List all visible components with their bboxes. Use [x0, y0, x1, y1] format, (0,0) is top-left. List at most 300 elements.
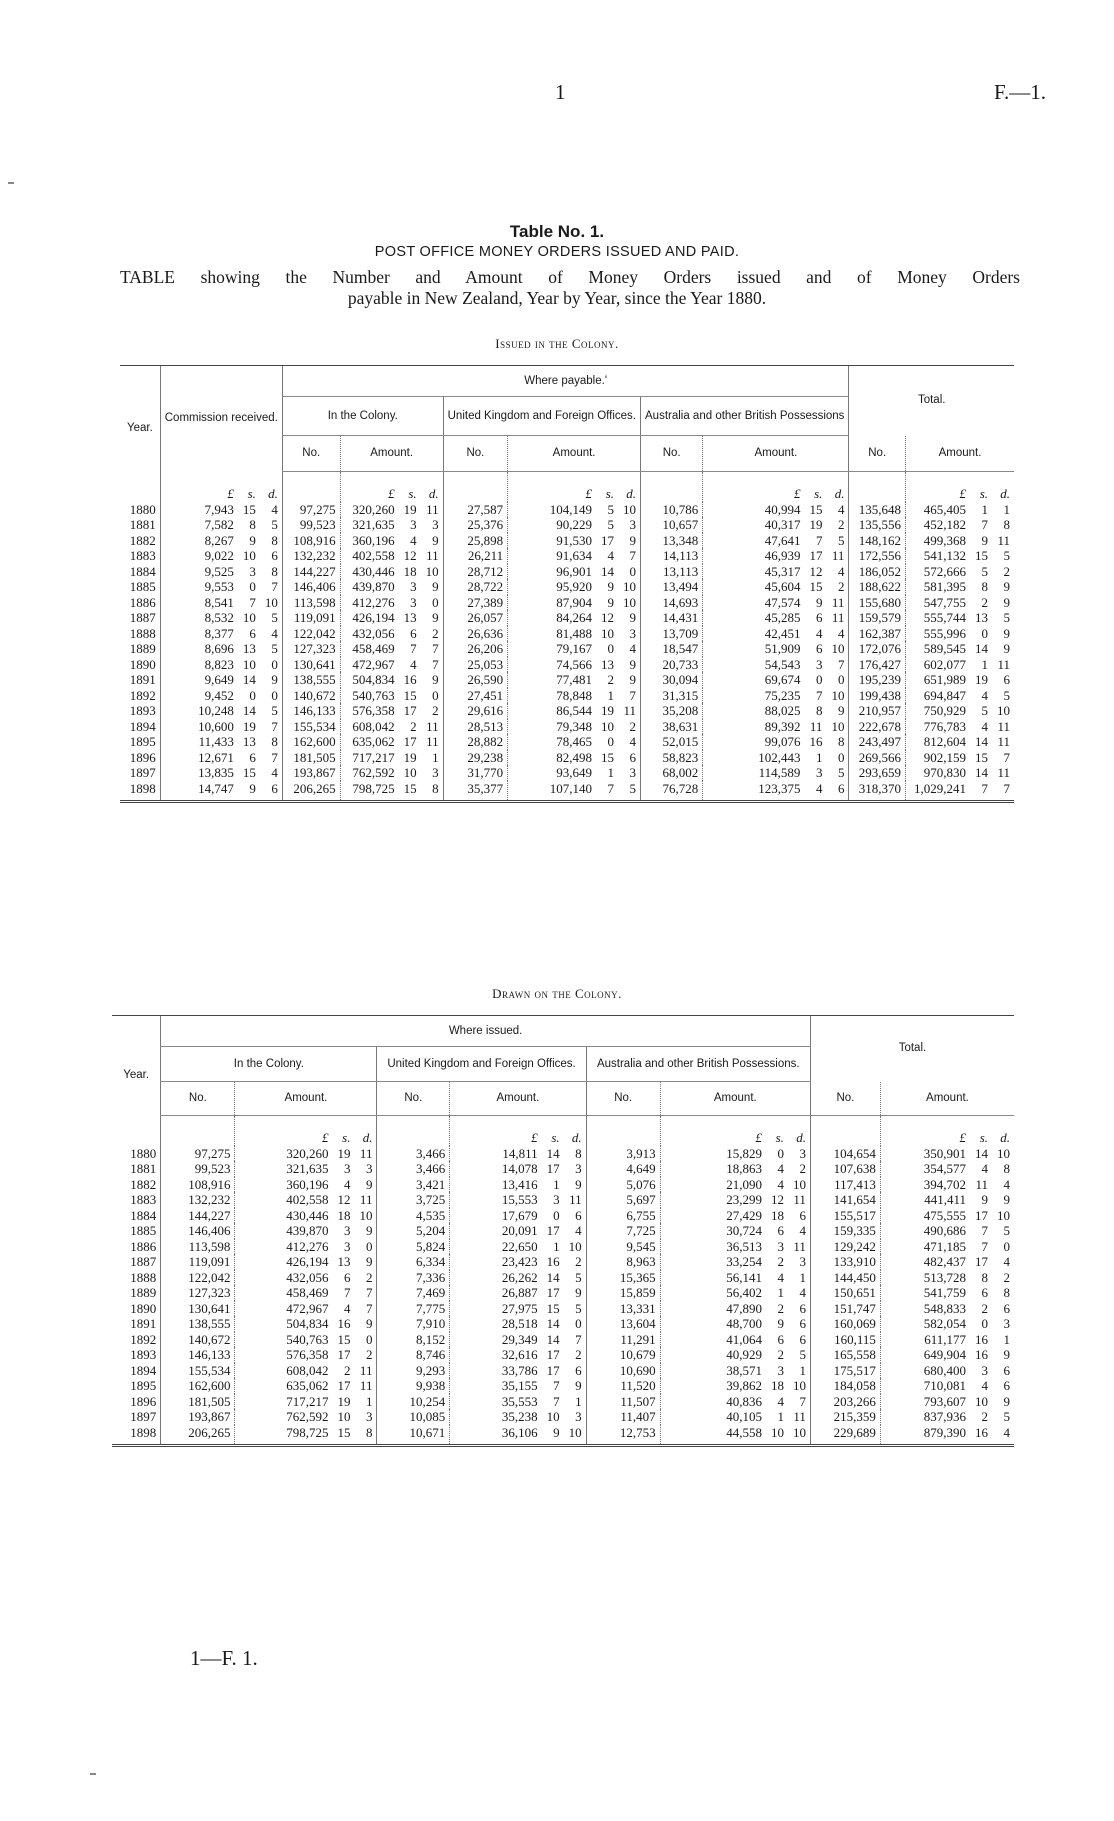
- aus-amount-cell-pence: 4: [799, 1223, 806, 1238]
- uk-amount-cell: [450, 1223, 586, 1239]
- col-amount-cell-pence: 3: [432, 765, 439, 780]
- col-amount-cell-shillings: 3: [343, 1223, 351, 1238]
- tot-amount-cell: [880, 1192, 1014, 1208]
- col-amount-cell-shillings: 3: [343, 1161, 351, 1176]
- commission-cell: [160, 595, 282, 611]
- aus-amount-cell-pounds: 36,513: [726, 1238, 762, 1254]
- col-amount-cell-pounds: 540,763: [352, 687, 395, 703]
- aus-no-cell: 5,697: [586, 1192, 660, 1208]
- uk-amount-cell-shillings: 14: [601, 563, 614, 579]
- tot-no-cell: 222,678: [849, 719, 906, 735]
- col-amount-cell-pounds: 798,725: [352, 780, 395, 796]
- uk-amount-cell-pounds: 26,887: [501, 1285, 538, 1300]
- table-row: [120, 719, 1014, 735]
- tot-amount-cell-pence: 11: [997, 718, 1010, 734]
- uk-amount-cell-pounds: 14,811: [502, 1145, 538, 1161]
- col-amount-cell-pence: 11: [359, 1362, 373, 1378]
- col-amount-cell-pounds: 576,358: [352, 703, 395, 718]
- aus-no-cell: 68,002: [641, 765, 703, 781]
- col-amount-cell: [340, 595, 443, 611]
- col-amount-cell-pounds: 762,592: [286, 1409, 329, 1424]
- unit-label: £: [959, 486, 966, 501]
- uk-amount-cell: [508, 517, 641, 533]
- uk-amount-cell-pence: 9: [629, 610, 636, 625]
- unit-label: s.: [775, 1130, 784, 1145]
- table-row: [120, 657, 1014, 673]
- aus-amount-cell-pence: 11: [793, 1192, 806, 1207]
- uk-no-cell: 26,057: [443, 610, 508, 626]
- uk-amount-cell: [508, 548, 641, 564]
- uk-no-cell: 3,725: [377, 1192, 450, 1208]
- table-row: [112, 1270, 1014, 1286]
- year-cell: 1881: [129, 517, 156, 532]
- col-amount-cell-pounds: 717,217: [352, 749, 395, 765]
- col-no-cell: 146,406: [161, 1223, 235, 1239]
- tot-amount-cell-shillings: 9: [981, 1192, 988, 1207]
- aus-no-cell: 11,407: [586, 1409, 660, 1425]
- commission-cell-pence: 7: [271, 718, 278, 734]
- tot-amount-cell-pounds: 350,901: [923, 1145, 966, 1161]
- aus-amount-cell-pounds: 38,571: [726, 1362, 762, 1378]
- commission-cell: [160, 657, 282, 673]
- uk-no-cell: 25,898: [443, 533, 508, 549]
- tot-amount-cell-pence: 5: [1003, 1409, 1010, 1424]
- col-amount-cell: [235, 1425, 377, 1446]
- tot-amount-cell-shillings: 10: [975, 1393, 988, 1409]
- tot-amount-cell-shillings: 5: [981, 563, 988, 579]
- aus-no-cell: 15,365: [586, 1270, 660, 1286]
- commission-cell: [160, 750, 282, 766]
- uk-amount-cell-pence: 3: [629, 517, 636, 532]
- commission-cell-shillings: 14: [242, 672, 256, 687]
- unit-label: £: [755, 1130, 762, 1145]
- col-amount-cell-pounds: 412,276: [352, 594, 395, 610]
- year-cell: 1881: [130, 1161, 157, 1176]
- col-no-cell: 162,600: [161, 1378, 235, 1394]
- uk-amount-cell-pence: 3: [575, 1161, 582, 1176]
- aus-no-cell: 14,113: [641, 548, 703, 564]
- uk-amount-cell: [450, 1208, 586, 1224]
- tot-amount-cell-shillings: 16: [975, 1331, 988, 1347]
- uk-amount-cell-shillings: 14: [546, 1145, 560, 1161]
- commission-cell-shillings: 14: [242, 703, 256, 718]
- tot-amount-cell-pence: 9: [1003, 1347, 1010, 1362]
- uk-no-cell: 7,910: [377, 1316, 450, 1332]
- tot-no-cell: 150,651: [810, 1285, 880, 1301]
- tot-amount-cell-pence: 5: [1003, 687, 1010, 703]
- uk-amount-cell-pounds: 91,530: [556, 532, 592, 548]
- uk-amount-cell: [508, 781, 641, 802]
- aus-header: Australia and other British Possessions: [641, 397, 849, 436]
- unit-label: £: [227, 485, 234, 501]
- uk-no-cell: 28,712: [443, 564, 508, 580]
- uk-no-cell: 26,636: [443, 626, 508, 642]
- tot-amount-cell-pounds: 902,159: [923, 749, 966, 765]
- tot-amount-cell-shillings: 15: [975, 548, 988, 563]
- uk-amount-cell-pence: 6: [575, 1207, 582, 1223]
- aus-amount-cell: [703, 657, 849, 673]
- year-cell: 1898: [120, 781, 160, 802]
- aus-amount-cell: [703, 626, 849, 642]
- aus-amount-cell: [660, 1394, 810, 1410]
- col-no-cell: 138,555: [161, 1316, 235, 1332]
- uk-amount-cell-pounds: 23,423: [501, 1254, 538, 1269]
- uk-amount-cell-shillings: 1: [607, 687, 614, 703]
- tot-amount-cell-pounds: 394,702: [923, 1176, 966, 1192]
- commission-cell-pounds: 11,433: [198, 734, 234, 749]
- col-amount-cell-pence: 9: [432, 610, 439, 625]
- aus-amount-cell-shillings: 2: [777, 1347, 784, 1362]
- tot-amount-cell: [880, 1332, 1014, 1348]
- uk-amount-cell-pounds: 20,091: [501, 1223, 538, 1238]
- tot-amount-cell-pounds: 465,405: [923, 501, 966, 517]
- table-row: [120, 626, 1014, 642]
- aus-amount-cell-shillings: 4: [815, 780, 823, 796]
- col-no-cell: 146,406: [282, 579, 340, 595]
- commission-cell-shillings: 15: [242, 501, 256, 517]
- footer-signature: 1—F. 1.: [190, 1646, 258, 1670]
- unit-label: s.: [408, 486, 417, 501]
- year-cell: 1892: [129, 687, 156, 703]
- tot-amount-cell-shillings: 9: [981, 532, 988, 548]
- uk-amount-cell-pence: 9: [629, 672, 636, 687]
- uk-no-cell: 27,587: [443, 502, 508, 518]
- uk-amount-cell: [508, 765, 641, 781]
- tot-amount-cell-pence: 8: [1003, 517, 1010, 532]
- commission-cell-shillings: 10: [242, 656, 256, 672]
- commission-cell-shillings: 13: [242, 641, 256, 656]
- commission-units: [160, 472, 282, 502]
- unit-label: £: [531, 1130, 538, 1145]
- drawn-section-title: Drawn on the Colony.: [492, 986, 622, 1001]
- col-no-cell: 130,641: [282, 657, 340, 673]
- col-no-cell: 99,523: [161, 1161, 235, 1177]
- year-cell: 1884: [130, 1207, 157, 1223]
- aus-no-cell: 7,725: [586, 1223, 660, 1239]
- col-amount-cell: [235, 1378, 377, 1394]
- col-amount-cell-shillings: 18: [403, 563, 417, 579]
- uk-amount-cell-shillings: 7: [553, 1393, 560, 1409]
- aus-amount-cell-pounds: 44,558: [726, 1424, 762, 1440]
- aus-no-cell: 35,208: [641, 703, 703, 719]
- aus-amount-cell: [703, 719, 849, 735]
- col-amount-cell-pence: 10: [425, 563, 439, 579]
- tot-amount-cell-pence: 6: [1003, 1362, 1010, 1378]
- tot-amount-cell: [905, 657, 1014, 673]
- uk-amount-cell-pounds: 32,616: [501, 1347, 538, 1362]
- aus-no-cell: 13,348: [641, 533, 703, 549]
- aus-amount-cell-pounds: 56,141: [726, 1269, 762, 1285]
- aus-amount-cell-pounds: 27,429: [726, 1207, 762, 1223]
- aus-no-cell: 58,823: [641, 750, 703, 766]
- col-amount-cell-pounds: 540,763: [286, 1331, 329, 1347]
- tot-amount-cell: [905, 548, 1014, 564]
- col-amount-cell-pounds: 717,217: [286, 1393, 329, 1409]
- col-amount-cell: [340, 672, 443, 688]
- aus-no-header: No.: [641, 436, 703, 472]
- col-amount-cell-pounds: 608,042: [286, 1362, 329, 1378]
- col-amount-cell-shillings: 17: [337, 1347, 351, 1362]
- aus-amount-cell-pence: 10: [792, 1378, 806, 1393]
- uk-amount-cell-shillings: 10: [546, 1409, 560, 1424]
- tot-no-cell: 160,069: [810, 1316, 880, 1332]
- uk-amount-cell-shillings: 3: [553, 1192, 560, 1207]
- col-amount-cell: [235, 1270, 377, 1286]
- uk-amount-cell-pence: 4: [575, 1223, 582, 1238]
- aus-amount-cell-pounds: 45,604: [764, 579, 801, 594]
- year-cell: 1896: [130, 1393, 157, 1409]
- col-amount-cell-pounds: 402,558: [286, 1192, 329, 1207]
- col-no-cell: 122,042: [161, 1270, 235, 1286]
- tot-amount-cell-shillings: 14: [975, 765, 988, 780]
- col-amount-cell-shillings: 15: [337, 1331, 351, 1347]
- tot-amount-cell-pence: 1: [1003, 1331, 1010, 1347]
- tot-amount-cell-pence: 10: [997, 703, 1010, 718]
- col-amount-cell-pounds: 635,062: [352, 734, 395, 749]
- col-amount-cell-pence: 7: [432, 656, 439, 672]
- col-amount-cell-pounds: 321,635: [286, 1161, 329, 1176]
- aus-no-cell: 8,963: [586, 1254, 660, 1270]
- uk-no-cell: 25,376: [443, 517, 508, 533]
- col-amount-cell-pence: 10: [359, 1207, 373, 1223]
- aus-amount-cell-pounds: 47,574: [764, 594, 801, 610]
- col-amount-cell: [235, 1347, 377, 1363]
- uk-amount-cell-pounds: 35,553: [501, 1393, 538, 1409]
- uk-amount-cell-pounds: 28,518: [501, 1316, 538, 1331]
- aus-amount-cell-pounds: 102,443: [758, 749, 801, 765]
- aus-amount-cell-pence: 5: [837, 532, 845, 548]
- tot-amount-cell-pence: 11: [997, 532, 1010, 548]
- uk-amount-cell-shillings: 15: [601, 749, 614, 765]
- col-amount-cell-pence: 1: [365, 1393, 373, 1409]
- tot-amount-cell-pounds: 541,132: [923, 548, 966, 563]
- aus-amount-cell-pounds: 40,836: [726, 1393, 762, 1409]
- col-amount-cell-pounds: 432,056: [286, 1269, 329, 1285]
- aus-no-cell: 13,113: [641, 564, 703, 580]
- aus-amount-cell-shillings: 0: [815, 672, 823, 687]
- aus-amount-cell: [660, 1254, 810, 1270]
- commission-cell-pounds: 8,541: [204, 594, 234, 610]
- col-no-cell: 193,867: [282, 765, 340, 781]
- aus-amount-cell-pence: 6: [799, 1316, 806, 1331]
- unit-label: d.: [834, 486, 845, 501]
- tot-amount-cell-pounds: 750,929: [923, 703, 966, 718]
- tot-amount-cell-pounds: 710,081: [923, 1378, 966, 1393]
- col-amount-cell-pounds: 762,592: [352, 765, 395, 780]
- col-amount-cell-shillings: 7: [410, 641, 417, 656]
- unit-label: d.: [268, 485, 278, 501]
- tot-amount-cell-pounds: 589,545: [923, 641, 966, 656]
- tot-amount-cell-pence: 5: [1003, 1223, 1010, 1238]
- unit-label: s.: [605, 486, 614, 501]
- tot-amount-cell: [905, 703, 1014, 719]
- uk-amount-cell: [450, 1239, 586, 1255]
- uk-no-cell: 8,152: [377, 1332, 450, 1348]
- uk-amount-cell-shillings: 15: [546, 1300, 560, 1316]
- commission-cell-shillings: 0: [249, 579, 256, 594]
- tot-amount-cell-shillings: 7: [981, 780, 988, 796]
- col-amount-cell-shillings: 17: [403, 734, 417, 749]
- unit-label: d.: [362, 1130, 373, 1145]
- uk-amount-cell: [508, 533, 641, 549]
- uk-amount-cell-pence: 5: [629, 780, 636, 796]
- tot-amount-units: [880, 1116, 1014, 1146]
- table-row: [120, 595, 1014, 611]
- uk-amount-cell-pounds: 107,140: [549, 780, 592, 796]
- uk-amount-header: Amount.: [508, 436, 641, 472]
- col-amount-cell-pence: 11: [359, 1145, 373, 1161]
- aus-amount-cell-shillings: 3: [777, 1238, 784, 1254]
- tot-no-cell: 151,747: [810, 1301, 880, 1317]
- tot-amount-cell-pounds: 482,437: [923, 1254, 966, 1269]
- tot-amount-cell-pounds: 582,054: [923, 1316, 966, 1331]
- tot-amount-cell: [905, 502, 1014, 518]
- col-amount-cell: [340, 610, 443, 626]
- uk-amount-cell-pounds: 78,465: [556, 734, 592, 749]
- col-amount-cell-shillings: 13: [337, 1254, 351, 1269]
- col-amount-cell: [235, 1332, 377, 1348]
- col-amount-cell-shillings: 4: [343, 1176, 351, 1192]
- aus-amount-cell: [660, 1332, 810, 1348]
- tot-no-cell: 159,579: [849, 610, 906, 626]
- year-cell: 1895: [129, 734, 156, 749]
- aus-amount-cell: [703, 517, 849, 533]
- tot-amount-cell-shillings: 1: [981, 501, 988, 517]
- table-row: [112, 1161, 1014, 1177]
- scan-mark: [90, 1773, 96, 1775]
- tot-amount-cell-pounds: 879,390: [923, 1424, 966, 1440]
- uk-amount-cell-shillings: 16: [546, 1254, 560, 1269]
- commission-cell-pounds: 8,696: [204, 641, 234, 656]
- tot-amount-cell-pence: 11: [997, 656, 1010, 672]
- col-no-cell: 155,534: [161, 1363, 235, 1379]
- col-amount-cell: [340, 548, 443, 564]
- col-amount-cell-pence: 9: [432, 579, 439, 594]
- commission-cell-pence: 7: [271, 579, 278, 594]
- col-amount-cell-pence: 7: [432, 641, 439, 656]
- commission-cell: [160, 533, 282, 549]
- col-no-cell: 122,042: [282, 626, 340, 642]
- uk-no-cell: 5,824: [377, 1239, 450, 1255]
- uk-no-cell: 26,590: [443, 672, 508, 688]
- aus-amount-units: [703, 472, 849, 502]
- tot-no-cell: 160,115: [810, 1332, 880, 1348]
- tot-amount-cell-pence: 5: [1003, 548, 1010, 563]
- aus-amount-cell-pence: 0: [837, 749, 845, 765]
- col-amount-cell-shillings: 19: [337, 1393, 351, 1409]
- commission-cell-pence: 4: [271, 625, 278, 641]
- col-amount-cell-pence: 0: [432, 594, 439, 610]
- aus-amount-cell-shillings: 15: [809, 579, 823, 594]
- aus-amount-cell: [703, 502, 849, 518]
- tot-no-cell: 159,335: [810, 1223, 880, 1239]
- year-cell: 1890: [129, 656, 156, 672]
- tot-no-cell: 104,654: [810, 1146, 880, 1162]
- aus-amount-cell-pounds: 40,105: [726, 1409, 762, 1424]
- uk-amount-cell-pence: 0: [629, 563, 636, 579]
- commission-cell-shillings: 6: [249, 625, 256, 641]
- tot-amount-cell: [905, 610, 1014, 626]
- uk-amount-cell-pence: 10: [623, 579, 636, 594]
- tot-amount-cell-pence: 9: [1003, 1192, 1010, 1207]
- aus-amount-cell-pence: 5: [799, 1347, 806, 1362]
- aus-amount-cell: [660, 1192, 810, 1208]
- tot-amount-cell-pounds: 490,686: [923, 1223, 966, 1238]
- col-amount-cell-pence: 9: [365, 1316, 373, 1331]
- tot-amount-cell: [880, 1146, 1014, 1162]
- uk-amount-cell: [508, 641, 641, 657]
- tot-amount-cell: [905, 688, 1014, 704]
- uk-amount-cell: [508, 564, 641, 580]
- uk-amount-cell: [450, 1270, 586, 1286]
- tot-no-cell: 133,910: [810, 1254, 880, 1270]
- aus-amount-cell-pounds: 45,285: [764, 610, 801, 625]
- uk-amount-cell: [508, 719, 641, 735]
- tot-amount-cell-pounds: 499,368: [923, 532, 966, 548]
- table-row: [112, 1285, 1014, 1301]
- uk-amount-cell-shillings: 13: [601, 656, 614, 672]
- commission-cell-pence: 5: [271, 641, 278, 656]
- aus-amount-cell: [660, 1223, 810, 1239]
- col-no-cell: 144,227: [161, 1208, 235, 1224]
- commission-cell-pence: 0: [271, 656, 278, 672]
- tot-amount-cell-shillings: 14: [975, 734, 988, 749]
- commission-cell: [160, 703, 282, 719]
- uk-amount-cell: [508, 502, 641, 518]
- uk-amount-cell-shillings: 1: [553, 1238, 560, 1254]
- table-row: [112, 1394, 1014, 1410]
- aus-amount-cell: [660, 1378, 810, 1394]
- col-amount-cell-pounds: 472,967: [352, 656, 395, 672]
- col-no-cell: 127,323: [161, 1285, 235, 1301]
- tot-amount-header: Amount.: [905, 436, 1014, 472]
- aus-amount-cell-pence: 4: [837, 501, 845, 517]
- commission-cell-pence: 10: [264, 594, 278, 610]
- col-amount-cell-shillings: 4: [410, 656, 417, 672]
- tot-no-cell: 188,622: [849, 579, 906, 595]
- tot-no-cell: 135,648: [849, 502, 906, 518]
- aus-amount-cell: [660, 1316, 810, 1332]
- tot-amount-cell-shillings: 7: [981, 1223, 988, 1238]
- uk-amount-cell-pounds: 84,264: [556, 610, 592, 625]
- uk-amount-cell-pence: 10: [623, 594, 636, 610]
- aus-amount-cell-pence: 4: [837, 625, 845, 641]
- commission-cell-pence: 8: [271, 734, 278, 749]
- year-cell: 1893: [130, 1347, 157, 1362]
- tot-amount-cell-shillings: 2: [981, 1300, 988, 1316]
- aus-no-cell: 18,547: [641, 641, 703, 657]
- commission-cell-shillings: 3: [249, 563, 256, 579]
- uk-amount-cell-pounds: 26,262: [501, 1269, 538, 1285]
- uk-amount-cell-pence: 1: [575, 1393, 582, 1409]
- tot-no-cell: 210,957: [849, 703, 906, 719]
- year-cell: 1888: [130, 1269, 157, 1285]
- tot-amount-cell-pence: 9: [1003, 579, 1010, 594]
- uk-amount-cell: [508, 688, 641, 704]
- uk-amount-cell-pence: 9: [629, 656, 636, 672]
- commission-cell-shillings: 10: [242, 610, 256, 625]
- commission-cell-pence: 7: [271, 749, 278, 765]
- tot-amount-cell-shillings: 14: [975, 641, 988, 656]
- col-amount-cell-pence: 9: [365, 1254, 373, 1269]
- year-cell: 1898: [112, 1425, 161, 1446]
- uk-amount-cell-shillings: 17: [546, 1347, 560, 1362]
- uk-amount-cell-shillings: 2: [607, 672, 614, 687]
- uk-no-cell: 31,770: [443, 765, 508, 781]
- uk-amount-cell: [450, 1394, 586, 1410]
- uk-amount-cell-pounds: 14,078: [501, 1161, 538, 1176]
- col-amount-cell-pounds: 426,194: [352, 610, 395, 625]
